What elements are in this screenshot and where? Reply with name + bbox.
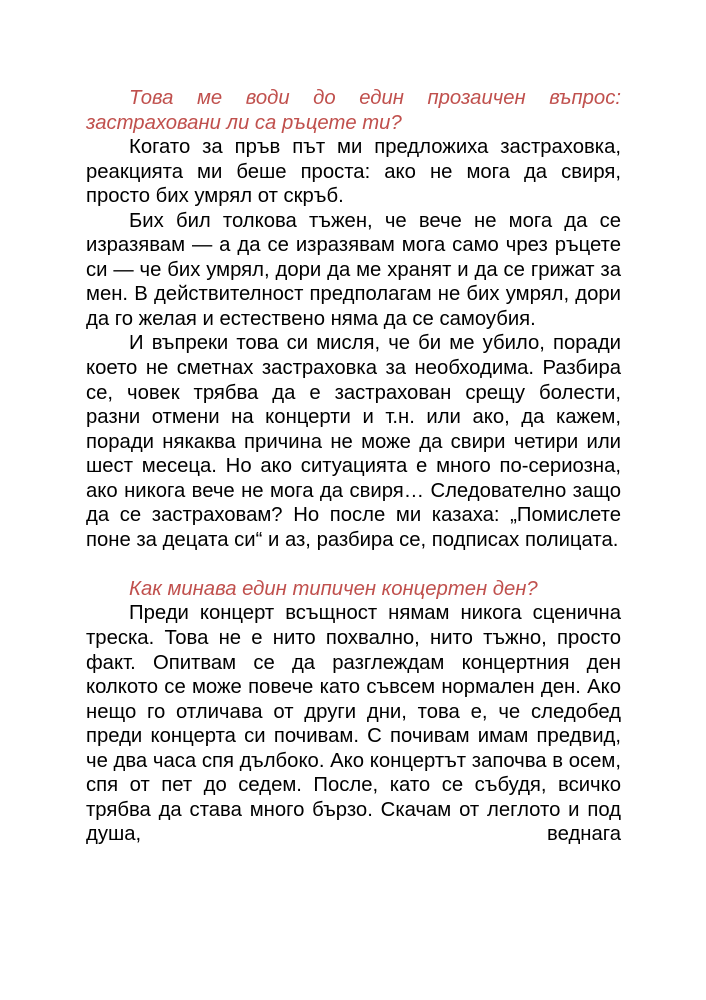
body-paragraph: Бих бил толкова тъжен, че вече не мога да се изразявам — а да се изразявам мога само чрез ръцете си — че бих умрял, дори да ме хранят и да се грижат за мен. В действителност предполагам не бих умрял, дори да го желая и естествено няма да се самоубия.	[86, 209, 621, 330]
document-page	[86, 86, 621, 847]
body-paragraph: Преди концерт всъщност нямам никога сценична треска. Това не е нито похвално, нито тъжно, просто факт. Опитвам се да разглеждам концертния ден колкото се може повече като съвсем нормален ден. Ако нещо го отличава от други дни, това е, че следобед преди концерта си почивам. С почивам имам предвид, че два часа спя дълбоко. Ако концертът започва в осем, спя от пет до седем. После, като се събудя, всичко трябва да става много бързо. Скачам от леглото и под душа, веднага	[86, 602, 621, 846]
question-heading: Това ме води до един прозаичен въпрос: застраховани ли са ръцете ти?	[86, 87, 621, 134]
paragraph-spacer	[86, 552, 621, 577]
question-heading: Как минава един типичен концертен ден?	[129, 577, 538, 600]
body-paragraph: Когато за пръв път ми предложиха застраховка, реакцията ми беше проста: ако не мога да свиря, просто бих умрял от скръб.	[86, 136, 621, 208]
body-paragraph: И въпреки това си мисля, че би ме убило, поради което не сметнах застраховка за необходима. Разбира се, човек трябва да е застрахован срещу болести, разни отмени на концерти и т.н. или ако, да кажем, поради някаква причина не може да свири четири или шест месеца. Но ако ситуацията е много по-сериозна, ако никога вече не мога да свиря… Следователно защо да се застраховам? Но после ми казаха: „Помислете поне за децата си“ и аз, разбира се, подписах полицата.	[86, 332, 621, 551]
